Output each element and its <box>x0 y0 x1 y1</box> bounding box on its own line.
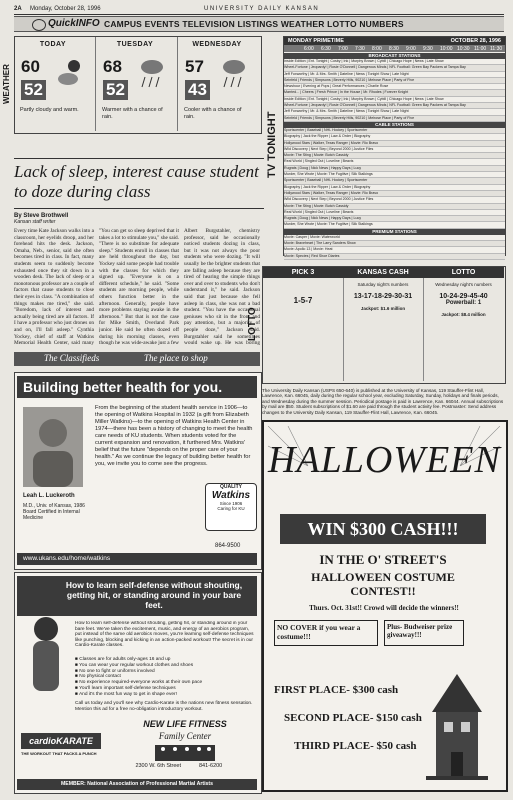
page-number: 2A <box>14 6 22 12</box>
tv-time: 6:30 <box>321 46 331 52</box>
rain-icon <box>221 57 247 93</box>
article-column-2: "You can get so sleep deprived that it takes a lot to stimulate you," she said. "There is no substitute for adequate sleep." Students enroll in classes that are held throughout the day, but Yockey said some people had trouble with the classes for which they signed up. "Everyone is on a different schedule," he said. "Some students are morning people, while others function better in the afternoon. Generally, people have more problems staying awake in the afternoon." But that is not the case for Mike Smith, Overland Park junior. He said he often dozed off during his morning classes, even though he was wide-awake just a few <box>99 228 179 346</box>
lotto-powerball: Powerball: 1 <box>445 300 482 306</box>
doctor-name: Leah L. Luckeroth <box>23 493 75 499</box>
fitness-address: 2300 W. 6th Street <box>135 763 181 769</box>
tv-row: Sportscenter | Baseball | NHL Hockey | Sportscenter <box>284 128 505 134</box>
tv-row: Movie: The Sting | Movie: Butch Cassidy <box>284 204 505 210</box>
classifieds-title: The Classifieds <box>44 353 100 363</box>
tv-time: 7:30 <box>355 46 365 52</box>
bullet-item: ■ No experience required-everyone works at their own pace <box>75 680 203 686</box>
tv-listings <box>283 36 506 256</box>
halloween-giveaway: Plus- Budweiser prize giveaway!!! <box>384 620 464 646</box>
tv-times <box>284 45 505 52</box>
watkins-phone: 864-9500 <box>215 543 241 549</box>
weather-day-name: TUESDAY <box>116 41 154 48</box>
tv-row: Movie: The Sting | Movie: Butch Cassidy <box>284 153 505 159</box>
tv-row: Seinfeld | Friends | Simpsons | Beverly Hills, 90210 | Melrose Place | Party of Five <box>284 78 505 84</box>
figures-icon <box>155 743 215 761</box>
tv-row: Rugrats | Doug | Nick News | Happy Days | Lucy <box>284 166 505 172</box>
tv-row: Biography | Jack the Ripper | Law & Order | Biography <box>284 134 505 140</box>
tv-row: Newshour | Evening at Pops | Great Performances | Charlie Rose <box>284 84 505 90</box>
fitness-headline: How to learn self-defense without shouting, getting hit, or standing around in your bare feet. <box>17 576 257 616</box>
watkins-headline: Building better health for you. <box>17 376 257 398</box>
tv-row: Movie: Species | Red Shoe Diaries <box>284 254 505 260</box>
halloween-in: IN THE O' STREET'S <box>319 552 447 567</box>
lotto-game-name: LOTTO <box>423 267 504 278</box>
tv-row: Seinfeld | Friends | Simpsons | Beverly Hills, 90210 | Melrose Place | Party of Five <box>284 116 505 122</box>
byline-author: By Steve Brothwell <box>14 213 69 219</box>
fitness-cta: Call us today and you'll see why Cardio-Karate is the nations new fitness sensation. Mention this ad for a free no-obligation introductory workout. <box>75 701 253 712</box>
watkins-logo <box>205 483 257 531</box>
tv-row: Movie: Braveheart | The Larry Sanders Show <box>284 241 505 247</box>
tv-row: Wild Discovery | Next Step | Beyond 2000 | Justice Files <box>284 197 505 203</box>
divider <box>14 158 264 159</box>
halloween-title-area <box>268 426 500 502</box>
tv-time: 10:30 <box>457 46 470 52</box>
weather-panel <box>14 36 262 134</box>
halloween-ad <box>262 420 508 792</box>
lotto-drawing: Wednesday night's numbers <box>435 282 492 287</box>
halloween-contest: HALLOWEEN COSTUME CONTEST!! <box>311 570 455 598</box>
tv-header-left: MONDAY PRIMETIME <box>288 38 344 44</box>
doctor-photo <box>23 407 83 487</box>
weather-label: WEATHER <box>2 64 11 104</box>
prize-third: THIRD PLACE- $50 cash <box>294 740 417 752</box>
article-column-3: Albert Burgstahler, chemistry professor, said he occasionally noticed students dozing in class, but it was not always the poor students who were dozing. "It will usually be the brighter students that are falling asleep because they are tired of hearing the simple things over and over to students who don't understand it," he said. Jackson said that just because she fell asleep in class, she was not a bad student. "You have the occasional geniuses who sit in the front and pay attention, but a majority of people doze," Jackson said. Burgstahler said he sometimes would wake up. He was boring <box>184 228 260 346</box>
weather-high: 57 <box>185 57 204 76</box>
cardio-karate-logo: cardioKARATE <box>21 733 101 749</box>
lotto-jackpot: Jackpot: $8.4 million <box>441 312 486 317</box>
bullet-item: ■ No physical contact <box>75 674 121 680</box>
weather-day <box>181 37 253 131</box>
tv-time: 8:00 <box>372 46 382 52</box>
tv-row: Murder, She Wrote | Movie: The Fugitive | Silk Stalkings <box>284 222 505 228</box>
tv-row: Hollywood Stars | Walker, Texas Ranger | Movie: Rio Bravo <box>284 191 505 197</box>
tv-time: 11:30 <box>490 46 503 52</box>
weather-desc: Cooler with a chance of rain. <box>184 107 242 120</box>
fitness-body: How to learn self-defense without shouting, getting hit, or standing around in your bare feet. We've taken the excitement, music, and energy of an aerobics program, put instead of the same old aerobics moves, you're learning self-defense techniques like punching, blocking and kicking in an action-packed workout! The secret is in our Cardio-Karate classes. <box>75 621 254 649</box>
weather-day <box>17 37 89 131</box>
tv-row: Murder, She Wrote | Movie: The Fugitive | Silk Stalkings <box>284 172 505 178</box>
halloween-win: WIN $300 CASH!!! <box>280 514 486 544</box>
lotto-label: LOTTO <box>247 307 258 341</box>
quickinfo-banner <box>14 16 504 32</box>
lotto-numbers: 10-24-29-45-40 <box>439 293 488 300</box>
tv-row: Wild Discovery | Next Step | Beyond 2000 | Justice Files <box>284 147 505 153</box>
lotto-game <box>423 267 504 381</box>
tv-time: 11:00 <box>474 46 487 52</box>
tv-time: 10:00 <box>440 46 453 52</box>
lotto-game-name: PICK 3 <box>263 267 343 278</box>
halloween-date: Thurs. Oct. 31st!! Crowd will decide the winners!! <box>309 604 459 612</box>
tv-row: Jeff Foxworthy | Mr. & Mrs. Smith | Dateline | News | Tonight Show | Late Night <box>284 72 505 78</box>
article-byline <box>14 213 68 225</box>
rain-icon <box>139 57 165 93</box>
tv-row: Jeff Foxworthy | Mr. & Mrs. Smith | Dateline | News | Tonight Show | Late Night <box>284 109 505 115</box>
fitness-brand: NEW LIFE FITNESS <box>143 719 227 729</box>
tv-time: 8:30 <box>389 46 399 52</box>
tv-time: 9:30 <box>423 46 433 52</box>
weather-high: 68 <box>103 57 122 76</box>
logo-name: Watkins <box>211 490 251 501</box>
weather-day-name: TODAY <box>39 41 67 48</box>
tv-section-broadcast: BROADCAST STATIONS <box>284 53 505 59</box>
tv-time: 6:00 <box>304 46 314 52</box>
issue-date: Monday, October 28, 1996 <box>30 6 101 12</box>
tv-label: TV TONIGHT <box>266 111 278 179</box>
fitness-photo <box>23 609 69 699</box>
tv-rows <box>284 53 505 260</box>
fitness-bullets <box>75 657 257 698</box>
quickinfo-sections: CAMPUS EVENTS TELEVISION LISTINGS WEATHER LOTTO NUMBERS <box>104 19 404 29</box>
halloween-cover: NO COVER if you wear a costume!!! <box>274 620 378 646</box>
tv-section-premium: PREMIUM STATIONS <box>284 229 505 235</box>
weather-low: 52 <box>21 80 46 100</box>
bullet-item: ■ And it's the most fun way to get in shape ever! <box>75 691 177 697</box>
fitness-ad <box>14 572 262 794</box>
cardio-tagline: THE WORKOUT THAT PACKS A PUNCH <box>21 751 97 756</box>
quickinfo-title: QuickINFO <box>48 18 100 29</box>
halloween-title: HALLOWEEN <box>268 439 501 481</box>
tv-header-right: OCTOBER 28, 1996 <box>450 38 501 44</box>
bullet-item: ■ Classes are for adults only-ages 16 and up <box>75 657 171 662</box>
paper-name: UNIVERSITY DAILY KANSAN <box>204 6 320 12</box>
watkins-url[interactable]: www.ukans.edu/home/watkins <box>17 553 257 565</box>
publication-info: The University Daily Kansan (USPS 650-640) is published at the University of Kansas, 119 Stauffer-Flint Hall, Lawrence, Kan. 66045, daily during the regular school year, excluding Saturday, Sunday, holidays and finals periods, and Wednesday during the summer session. Periodical postage is paid in Lawrence, Kan. 66044. Annual subscriptions by mail are $50. Student subscriptions of $1.60 are paid through the student activity fee. Postmaster: Send address changes to the University Daily Kansan, 119 Stauffer-Flint Hall, Lawrence, Kan. 66045. <box>262 388 504 415</box>
tv-row: Real World | Singled Out | Loveline | Beavis <box>284 210 505 216</box>
tv-row: Hollywood Stars | Walker, Texas Ranger | Movie: Rio Bravo <box>284 141 505 147</box>
byline-role: Kansan staff writer <box>14 219 56 225</box>
prize-first: FIRST PLACE- $300 cash <box>274 684 399 696</box>
quickinfo-logo-icon <box>32 19 46 31</box>
logo-caring: Caring for KU <box>217 506 245 511</box>
lotto-game <box>263 267 344 381</box>
lotto-panel <box>262 266 506 384</box>
watkins-ad <box>14 372 262 570</box>
doctor-detail: M.D., Univ. of Kansas, 1986 Board Certified in Internal Medicine <box>23 503 85 521</box>
bullet-item: ■ You'll learn important self-defense techniques <box>75 685 176 691</box>
weather-desc: Partly cloudy and warm. <box>20 107 79 113</box>
tv-row: Sportscenter | Baseball | NHL Hockey | Sportscenter <box>284 178 505 184</box>
tv-row: Inside Edition | Ent. Tonight | Cosby | Ink | Murphy Brown | Cybill | Chicago Hope | News | Late Show <box>284 59 505 65</box>
weather-day <box>99 37 171 131</box>
tv-row: Real World | Singled Out | Loveline | Beavis <box>284 159 505 165</box>
tv-row: Wheel-Fortune | Jeopardy! | Rosie O'Donnell | Dangerous Minds | NFL Football: Green Bay Packers at Tampa Bay <box>284 103 505 109</box>
logo-since: Since 1906 <box>219 501 243 506</box>
tv-row: Biography | Jack the Ripper | Law & Order | Biography <box>284 185 505 191</box>
weather-desc: Warmer with a chance of rain. <box>102 107 163 120</box>
weather-low: 43 <box>185 80 210 100</box>
weather-day-name: WEDNESDAY <box>192 41 242 48</box>
masthead <box>14 6 504 15</box>
lotto-numbers: 1-5-7 <box>293 296 313 305</box>
lotto-game-name: KANSAS CASH <box>343 267 423 278</box>
logo-top: QUALITY <box>220 484 242 490</box>
fitness-phone: 841-6200 <box>199 763 223 769</box>
fitness-family: Family Center <box>158 731 212 741</box>
divider <box>14 208 264 209</box>
bullet-item: ■ No one to fight or uniforms involved <box>75 668 155 674</box>
tv-row: Wheel-Fortune | Jeopardy! | Rosie O'Donnell | Dangerous Minds | NFL Football: Green Bay Packers at Tampa Bay <box>284 65 505 71</box>
tv-row: Rugrats | Doug | Nick News | Happy Days | Lucy <box>284 216 505 222</box>
partly-cloudy-icon <box>57 57 83 93</box>
tv-row: Movie: Apollo 13 | Movie: Heat <box>284 247 505 253</box>
tv-section-cable: CABLE STATIONS <box>284 122 505 128</box>
prize-second: SECOND PLACE- $150 cash <box>284 712 422 724</box>
article-headline: Lack of sleep, interest cause student to doze during class <box>14 162 259 201</box>
tv-row: Movie: Casper | Movie: Waterworld <box>284 235 505 241</box>
fitness-member: MEMBER: National Association of Professional Martial Artists <box>17 779 257 790</box>
lotto-game <box>343 267 424 381</box>
tv-time: 7:00 <box>338 46 348 52</box>
tv-row: Inside Edition | Ent. Tonight | Cosby | Ink | Murphy Brown | Cybill | Chicago Hope | News | Late Show <box>284 97 505 103</box>
bullet-item: ■ You can wear your regular workout clothes and shoes <box>75 662 194 668</box>
classifieds-banner <box>14 352 260 366</box>
tv-row: Married... | Cheers | Fresh Prince | In the House | Mr. Rhodes | Forever Knight <box>284 90 505 96</box>
lotto-jackpot: Jackpot: $1.6 million <box>360 306 406 311</box>
classifieds-tagline: The place to shop <box>144 353 208 363</box>
haunted-house-icon <box>422 672 492 782</box>
lotto-numbers: 13-17-18-29-30-31 <box>353 293 413 300</box>
lotto-drawing: Saturday night's numbers <box>357 282 409 287</box>
article-column-1: Every time Kate Jackson walks into a classroom, her eyelids droop, and her forehead hits the desk. Jackson, Omaha, Neb., senior, said she often becomes tired in class. In fact, many students seem to suddenly become exhausted once they sit down in a wooden desk. The lack of sleep or a monotonous professor are a couple of factors that cause students to close their eyes in class. "A combination of things makes me tired," she said. "Boredom, lack of interest and actually being tired are all factors. If I have a professor who just drones on and on, I'll fall asleep." Cynthia Yockey, chief of staff at Watkins Memorial Health Center, said many <box>14 228 94 346</box>
weather-high: 60 <box>21 57 40 76</box>
tv-time: 9:00 <box>406 46 416 52</box>
watkins-body: From the beginning of the student health service in 1906—to the opening of Watkins Hospital in 1932 (a gift from Elizabeth Miller Watkins)—to the opening of Watkins Health Center in 1974—there has been a history of changing to meet the health care needs of KU students. When students voted for the current expansion and renovation, it furthered Mrs. Watkins' belief that the future "depends on the proper care of your health." As we continue the legacy of building better health for you, we invite you to come see the progress. <box>95 405 253 467</box>
tv-header <box>284 37 505 45</box>
weather-low: 52 <box>103 80 128 100</box>
